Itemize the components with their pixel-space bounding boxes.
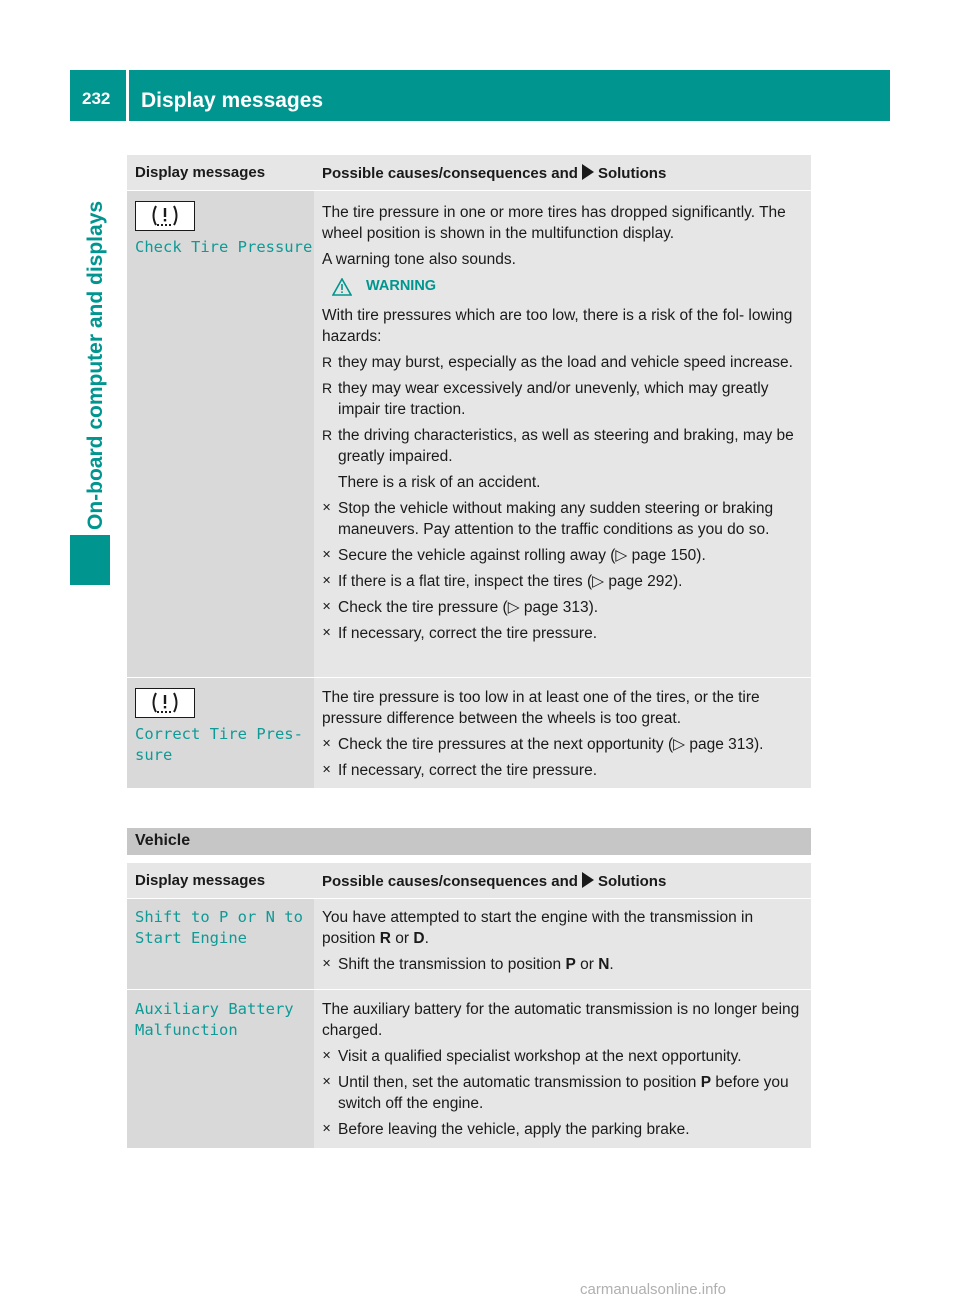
tire-pressure-warning-icon bbox=[135, 201, 195, 231]
bullet-r-icon: R bbox=[322, 380, 333, 396]
col-head-causes bbox=[314, 155, 811, 190]
list-item: ✕ Before leaving the vehicle, apply the parking brake. bbox=[322, 1121, 690, 1138]
cause-text: With tire pressures which are too low, there is a risk of the fol- lowing hazards: bbox=[322, 307, 793, 345]
message-cell bbox=[127, 191, 314, 677]
table-row bbox=[127, 899, 811, 990]
causes-cell bbox=[314, 899, 811, 989]
cause-text: You have attempted to start the engine with the transmission in position R or D. bbox=[322, 909, 754, 947]
list-item: ✕ Check the tire pressure (▷ page 313). bbox=[322, 599, 599, 616]
step-arrow-icon: ✕ bbox=[322, 601, 332, 613]
header-divider bbox=[126, 70, 129, 121]
section-label: Vehicle bbox=[135, 832, 191, 849]
list-item: ✕ Stop the vehicle without making any sudden steering or braking maneuvers. Pay attention to the traffic conditions as you do so. bbox=[322, 500, 774, 538]
col-head-messages: Display messages bbox=[135, 164, 266, 181]
list-item: ✕ If there is a flat tire, inspect the tires (▷ page 292). bbox=[322, 573, 683, 590]
table-row bbox=[127, 191, 811, 678]
step-arrow-icon: ✕ bbox=[322, 958, 332, 970]
causes-cell bbox=[314, 191, 811, 677]
col-head-messages: Display messages bbox=[135, 872, 266, 889]
col-head-causes bbox=[314, 863, 811, 898]
solutions-arrow-icon bbox=[582, 164, 594, 180]
message-start-engine: Start Engine bbox=[135, 929, 247, 947]
header-title: Display messages bbox=[141, 89, 324, 112]
cause-text: The tire pressure is too low in at least one of the tires, or the tire pressure difference between the wheels is too great. bbox=[322, 689, 760, 727]
side-tab-marker bbox=[70, 535, 110, 585]
list-item: ✕ Visit a qualified specialist workshop at the next opportunity. bbox=[322, 1048, 742, 1065]
table-row bbox=[127, 678, 811, 789]
list-item: ✕ Shift the transmission to position P or N. bbox=[322, 956, 614, 973]
step-arrow-icon: ✕ bbox=[322, 575, 332, 587]
list-item: ✕ If necessary, correct the tire pressure. bbox=[322, 625, 598, 642]
side-tab-label: On-board computer and displays bbox=[84, 200, 107, 530]
table-header-row bbox=[127, 863, 811, 899]
step-arrow-icon: ✕ bbox=[322, 502, 332, 514]
display-messages-table-tires bbox=[127, 155, 811, 789]
list-item: R they may wear excessively and/or unevenly, which may greatly impair tire traction. bbox=[322, 380, 769, 418]
col-head-causes-text: Possible causes/consequences and bbox=[322, 873, 578, 890]
list-item: ✕ Until then, set the automatic transmission to position P before you switch off the engine. bbox=[322, 1074, 789, 1112]
cause-text: A warning tone also sounds. bbox=[322, 251, 516, 268]
solutions-arrow-icon bbox=[582, 872, 594, 888]
step-arrow-icon: ✕ bbox=[322, 549, 332, 561]
step-arrow-icon: ✕ bbox=[322, 1050, 332, 1062]
display-messages-table-vehicle bbox=[127, 863, 811, 1149]
watermark: carmanualsonline.info bbox=[580, 1281, 726, 1298]
cause-text: The tire pressure in one or more tires has dropped significantly. The wheel position is shown in the multifunction display. bbox=[322, 204, 786, 242]
message-check-tire-pressure: Check Tire Pressure bbox=[135, 238, 313, 256]
message-cell bbox=[127, 678, 314, 788]
warning-triangle-icon bbox=[332, 278, 352, 296]
step-arrow-icon: ✕ bbox=[322, 627, 332, 639]
list-item: ✕ If necessary, correct the tire pressure. bbox=[322, 762, 598, 779]
col-head-solutions-text: Solutions bbox=[597, 165, 667, 182]
warning-heading bbox=[332, 276, 805, 297]
page-number: 232 bbox=[82, 89, 111, 108]
message-malfunction: Malfunction bbox=[135, 1021, 238, 1039]
message-auxiliary-battery: Auxiliary Battery bbox=[135, 1000, 294, 1018]
list-item: R they may burst, especially as the load and vehicle speed increase. bbox=[322, 354, 793, 371]
message-shift-to-p-or-n: Shift to P or N to bbox=[135, 908, 303, 926]
table-header-row bbox=[127, 155, 811, 191]
message-correct-tire-pressure: Correct Tire Pres‐ sure bbox=[135, 725, 303, 764]
list-item: ✕ Secure the vehicle against rolling away (▷ page 150). bbox=[322, 547, 706, 564]
causes-cell bbox=[314, 990, 811, 1148]
table-row bbox=[127, 990, 811, 1149]
bullet-r-icon: R bbox=[322, 354, 333, 370]
list-item: R the driving characteristics, as well as steering and braking, may be greatly impaired. bbox=[322, 427, 794, 465]
step-arrow-icon: ✕ bbox=[322, 1123, 332, 1135]
bullet-r-icon: R bbox=[322, 427, 333, 443]
causes-cell bbox=[314, 678, 811, 788]
step-arrow-icon: ✕ bbox=[322, 1076, 332, 1088]
step-arrow-icon: ✕ bbox=[322, 764, 332, 776]
tire-pressure-warning-icon bbox=[135, 688, 195, 718]
list-item: ✕ Check the tire pressures at the next opportunity (▷ page 313). bbox=[322, 736, 764, 753]
step-arrow-icon: ✕ bbox=[322, 738, 332, 750]
cause-text: There is a risk of an accident. bbox=[338, 474, 541, 491]
message-cell bbox=[127, 990, 314, 1148]
col-head-solutions-text: Solutions bbox=[597, 873, 667, 890]
cause-text: The auxiliary battery for the automatic transmission is no longer being charged. bbox=[322, 1001, 800, 1039]
warning-label: WARNING bbox=[366, 278, 437, 294]
section-heading-vehicle bbox=[127, 828, 811, 855]
message-cell bbox=[127, 899, 314, 989]
col-head-causes-text: Possible causes/consequences and bbox=[322, 165, 578, 182]
